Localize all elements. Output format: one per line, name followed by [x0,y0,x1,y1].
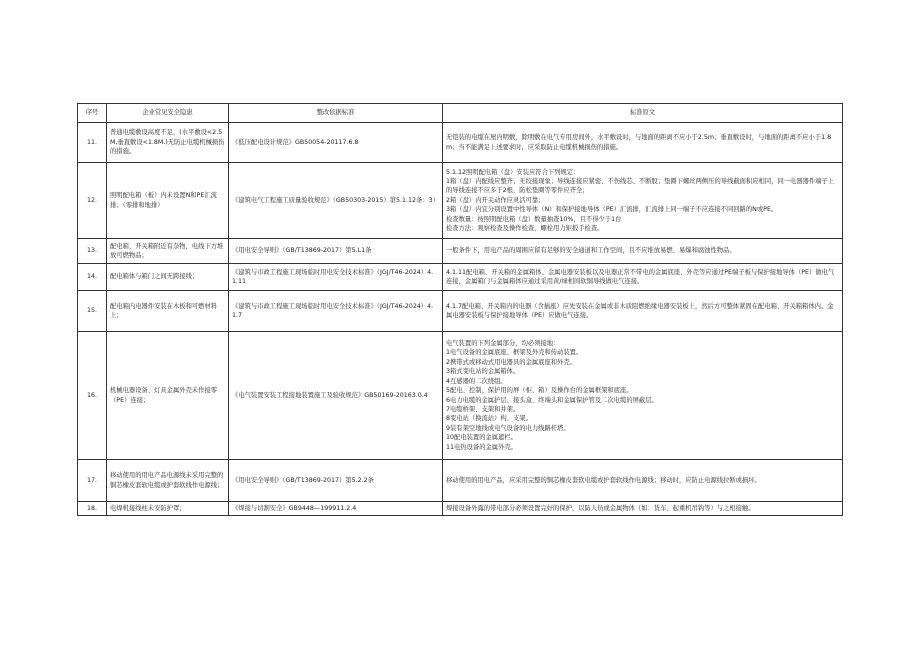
row-number: 17. [78,460,107,502]
row-issue: 照明配电箱（板）内未设置N和PE汇流排；（零排和地排） [107,163,229,239]
row-standard-text [443,291,843,332]
row-standard-text [443,460,843,502]
row-standard-text [443,332,843,460]
table-header-row [78,104,843,123]
header-basis: 整改依据标准 [229,104,443,123]
table-row [78,291,843,332]
text-line: 7电缆桥架、支架和井架。 [446,405,520,413]
row-number: 14. [78,264,107,291]
row-number: 11. [78,123,107,163]
row-issue: 配电箱内电器件安装在木板和可燃材料上； [107,291,229,332]
row-basis: 《建筑与市政工程施工现场临时用电安全技术标准》（JGJ/T46-2024）4.1.7 [229,291,443,332]
text-line: 4互感器的二次绕组。 [446,377,507,385]
row-issue: 配电箱体与箱门之间无跨接线； [107,264,229,291]
text-line: 4.1.7配电箱、开关箱内的电器（含插座）应先安装在金属或非木质阻燃绝缘电器安装板上，然后方可整体紧固在配电箱、开关箱箱体内。金属电器安装板与保护接地导体（PE）应做电气连接。 [446,302,834,319]
table-row [78,502,843,516]
row-issue: 电焊机接线柱未安防护罩； [107,502,229,516]
row-number: 18. [78,502,107,516]
header-text: 标准原文 [443,104,843,123]
row-basis: 《焊接与切割安全》GB9448—199911.2.4 [229,502,443,516]
row-basis: 《电气装置安装工程接地装置施工及验收规范》GB50169-20163.0.4 [229,332,443,460]
text-line: 9装有架空地线或电气设备的电力线路杆塔。 [446,424,570,432]
row-basis: 《建筑与市政工程施工现场临时用电安全技术标准》（JGJ/T46-2024）4.1.11 [229,264,443,291]
text-line: 6电力电缆的金属护层、接头盒、终端头和金属保护管及二次电缆的屏蔽层。 [446,396,658,404]
text-line: 11电热设备的金属外壳。 [446,443,517,451]
row-standard-text [443,123,843,163]
row-issue: 普通电缆敷设高度不足，(水平敷设<2.5M,垂直敷设<1.8M.)无防止电缆机械损伤的措施。 [107,123,229,163]
text-line: 2箱（盘）内开关动作应灵活可靠； [446,196,545,204]
text-line: 8变电站（换流站）构、支架。 [446,415,532,423]
text-line: 电气装置的下列金属部分，均必须接地： [446,340,560,348]
text-line: 3箱（盘）内宜分别设置中性导体（N）和保护接地导体（PE）汇流排，汇流排上同一端子不应连接不同回路的N或PE。 [446,206,778,214]
text-line: 无铠装的电缆在屋内明敷，除明敷在电气专用房间外，水平敷设时，与地面的距离不应小于2.5m；垂直敷设时，与地面的距离不应小于1.8m；当不能满足上述要求时，应采取防止电缆机械损伤的措施。 [446,134,832,151]
row-standard-text [443,502,843,516]
text-line: 10配电装置的金属遮栏。 [446,434,517,442]
row-issue: 配电箱、开关箱附近有杂物，电线下方堆放可燃物品； [107,239,229,264]
row-issue: 机械电器设备、灯具金属外壳未作接零（PE）连接； [107,332,229,460]
safety-standards-table [77,103,843,516]
row-number: 15. [78,291,107,332]
text-line: 1箱（盘）内配线应整齐、无绞接现象；导线连接应紧密、不伤线芯、不断股；垫圈下螺丝两侧压的导线截面积应相同，同一电器器件端子上的导线连接不应多于2根，防松垫圈等零件应齐全； [446,177,835,195]
text-line: 5.1.12照明配电箱（盘）安装应符合下列规定： [446,168,580,176]
row-basis: 《低压配电设计规范》GB50054-20117.6.8 [229,123,443,163]
table-row [78,123,843,163]
row-standard-text [443,264,843,291]
table-row [78,163,843,239]
header-issue: 企业常见安全隐患 [107,104,229,123]
header-no: 序号 [78,104,107,123]
row-standard-text [443,163,843,239]
text-line: 3箱式变电站的金属箱体。 [446,368,520,376]
row-number: 13. [78,239,107,264]
text-line: 移动使用的用电产品，应采用完整的铜芯橡皮套软电缆或护套软线作电源线；移动时，应防止电源线拉断或损坏。 [446,476,761,484]
table-row [78,264,843,291]
text-line: 5配电、控制、保护用的屏（柜、箱）及操作台的金属框架和底座。 [446,387,633,395]
table-row [78,460,843,502]
text-line: 2携带式或移动式用电器具的金属底座和外壳。 [446,358,576,366]
row-standard-text [443,239,843,264]
row-issue: 移动使用的用电产品电源线未采用完整的铜芯橡皮套软电缆或护套软线作电源线； [107,460,229,502]
text-line: 一般条件下，用电产品的周围应留有足够的安全通道和工作空间，且不应堆放易燃、易爆和腐蚀性物品。 [446,247,736,255]
row-basis: 《建筑电气工程施工质量验收规范》（GB50303-2015）第5.1.12条：3） [229,163,443,239]
text-line: 检查方法：观察检查及操作检查，螺栓用力矩扳手检查。 [446,225,604,233]
row-basis: 《用电安全导则》（GB/T13869-2017）第5.L1条 [229,239,443,264]
row-basis: 《用电安全导则》（GB/T13869-2017）第5.2.2条 [229,460,443,502]
text-line: 焊接设备外露的带电部分必须设置完好的保护，以防人员或金属物体（如：货车、起重机吊钩等）与之相接触。 [446,504,755,512]
text-line: 4.1.11配电箱、开关箱的金属箱体、金属电器安装板以及电器正常不带电的金属底座、外壳等应通过PE端子板与保护接地导体（PE）做电气连接，金属箱门与金属箱体应通过采用黄/绿相间软铜导线做电气连接。 [446,268,835,285]
row-number: 16. [78,332,107,460]
text-line: 1电气设备的金属底座、框架及外壳和传动装置。 [446,349,583,357]
text-line: 检查数量：按照明配电箱（盘）数量抽查10%，且不得少于1台 [446,215,622,223]
table-row [78,332,843,460]
row-number: 12. [78,163,107,239]
table-row [78,239,843,264]
